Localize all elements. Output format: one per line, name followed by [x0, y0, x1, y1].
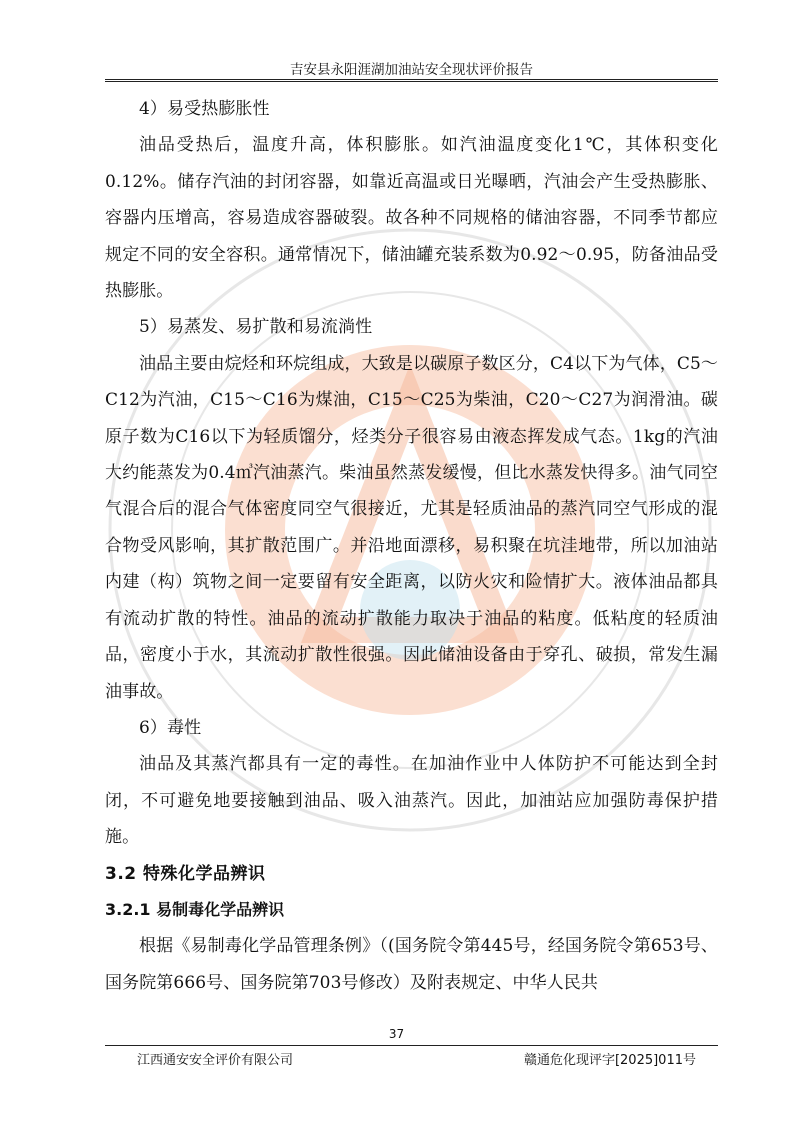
subheading-evaporation: 5）易蒸发、易扩散和易流淌性 [139, 317, 373, 338]
subsection-heading-precursor-chemicals: 3.2.1 易制毒化学品辨识 [105, 899, 285, 919]
subheading-thermal-expansion: 4）易受热膨胀性 [139, 99, 270, 119]
paragraph-precursor-chemicals: 根据《易制毒化学品管理条例》（(国务院令第445号，经国务院令第653号、国务院第666号、国务院第703号修改）及附表规定、中华人民共 [105, 936, 718, 993]
page-header-title: 吉安县永阳涯湖加油站安全现状评价报告 [105, 58, 718, 82]
paragraph-thermal-expansion: 油品受热后，温度升高，体积膨胀。如汽油温度变化1℃，其体积变化0.12%。储存汽油的封闭容器，如靠近高温或日光曝晒，汽油会产生受热膨胀、容器内压增高，容易造成容器破裂。故各种不同规格的储油容器，不同季节都应规定不同的安全容积。通常情况下，储油罐充装系数为0.92～0.95，防备油品受热膨胀。 [105, 135, 718, 302]
page-number: 37 [388, 1027, 405, 1041]
subheading-toxicity: 6）毒性 [139, 717, 202, 738]
footer-divider [105, 1045, 718, 1046]
paragraph-toxicity: 油品及其蒸汽都具有一定的毒性。在加油作业中人体防护不可能达到全封闭，不可避免地要接触到油品、吸入油蒸汽。因此，加油站应加强防毒保护措施。 [105, 754, 718, 848]
header-divider [105, 79, 718, 80]
paragraph-evaporation: 油品主要由烷烃和环烷组成，大致是以碳原子数区分，C4以下为气体，C5～C12为汽油，C15～C16为煤油，C15～C25为柴油，C20～C27为润滑油。碳原子数为C16以下为轻质馏分，烃类分子很容易由液态挥发成气态。1kg的汽油大约能蒸发为0.4㎥汽油蒸汽。柴油虽然蒸发缓慢，但比水蒸发快得多。油气同空气混合后的混合气体密度同空气很接近，尤其是轻质油品的蒸汽同空气形成的混合物受风影响，其扩散范围广。并沿地面漂移，易积聚在坑洼地带，所以加油站内建（构）筑物之间一定要留有安全距离，以防火灾和险情扩大。液体油品都具有流动扩散的特性。油品的流动扩散能力取决于油品的粘度。低粘度的轻质油品，密度小于水，其流动扩散性很强。因此储油设备由于穿孔、破损，常发生漏油事故。 [105, 353, 718, 702]
footer-company-name: 江西通安安全评价有限公司 [137, 1053, 294, 1068]
section-heading-special-chemicals: 3.2 特殊化学品辨识 [105, 863, 266, 884]
document-body [105, 91, 718, 1001]
footer-report-number: 赣通危化现评字[2025]011号 [523, 1053, 696, 1068]
